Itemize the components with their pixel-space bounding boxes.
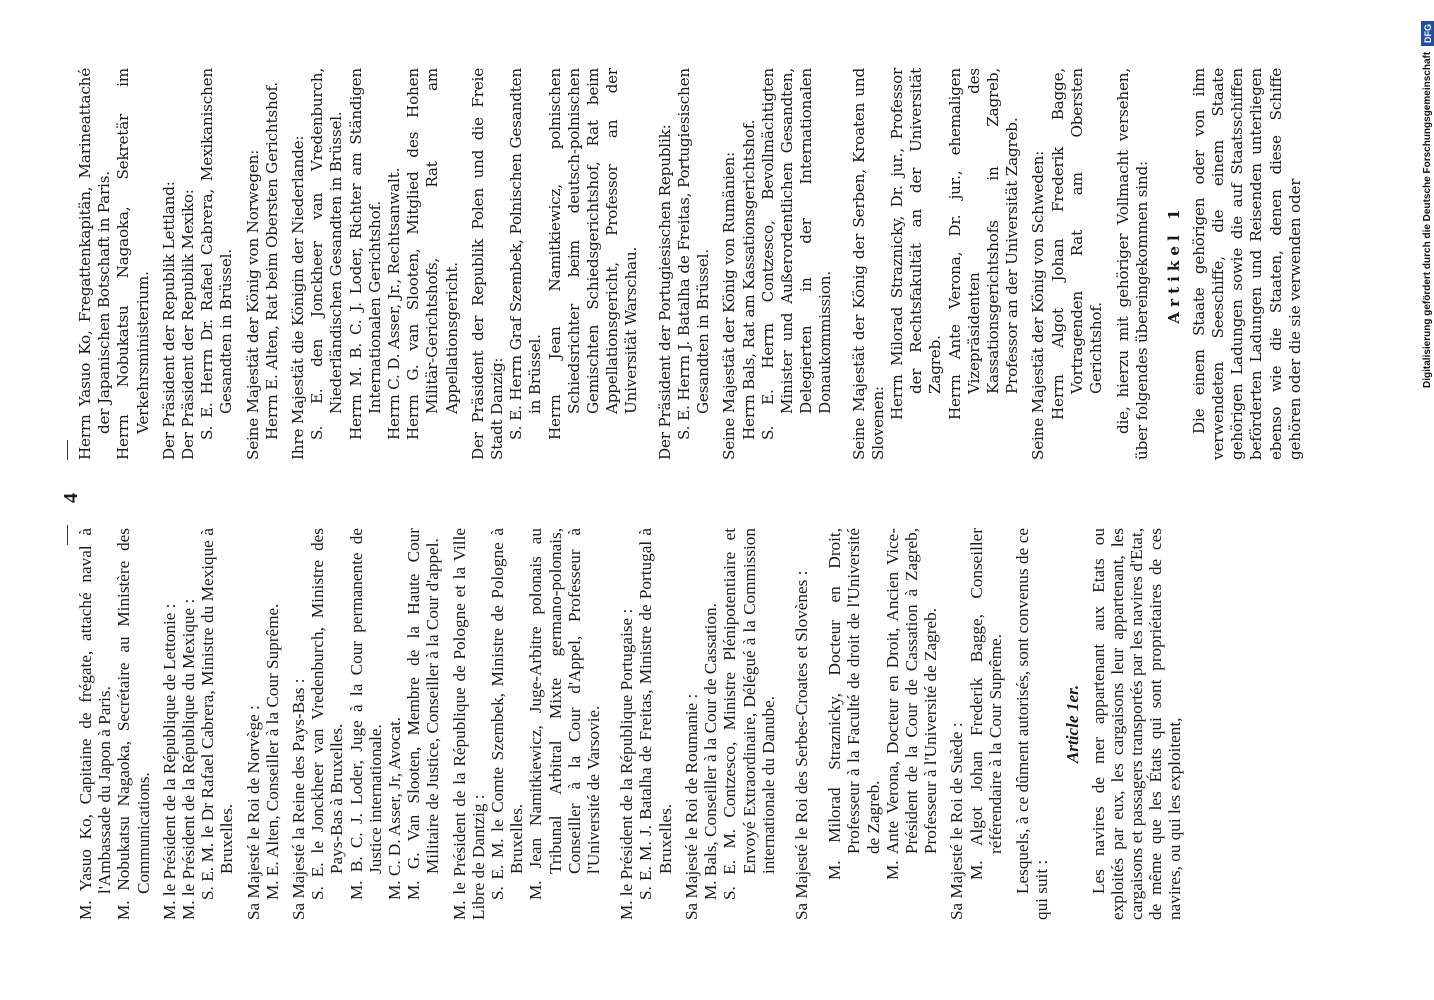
german-entries (76, 68, 1106, 460)
german-closing: die, hierzu mit gehöriger Vollmacht versehen, über folgendes übereingekommen sind: (1114, 68, 1152, 460)
french-entry: M. E. Alten, Conseiller à la Cour Suprême. (262, 603, 282, 900)
french-entry: Sa Majesté la Reine des Pays-Bas : (289, 678, 309, 920)
french-entry: M. C. D. Asser, Jr, Avocat. (385, 716, 405, 900)
french-closing: Lesquels, à ce dûment autorisés, sont convenus de ce qui suit : (1012, 528, 1052, 920)
french-entry: Sa Majesté le Roi des Serbes-Croates et Slovènes : (791, 570, 811, 920)
french-entry: M. le Président de la République de Pologne et la Ville Libre de Dantzig : (449, 528, 488, 920)
german-entry: Seine Majestät der König von Norwegen: (243, 149, 262, 460)
french-entry: M. Bals, Conseiller à la Cour de Cassation. (701, 603, 721, 900)
german-entry: Seine Majestät der König von Schweden: (1029, 150, 1048, 460)
german-entry: Der Präsident der Republik Lettland: (159, 181, 178, 460)
french-entry: M. Algot Johan Frederik Bagge, Conseiller référendaire à la Cour Suprême. (966, 528, 1005, 880)
french-entry: M. Ante Verona, Docteur en Droit, Ancien Vice-Président de la Cour de Cassation à Zagreb, Professeur à l'Université de Zagreb. (882, 528, 941, 880)
german-entry: Der Präsident der Republik Mexiko: (179, 189, 198, 460)
french-entry: Sa Majesté le Roi de Norvège : (243, 705, 263, 920)
french-entries (76, 528, 1005, 920)
french-entry: M. Jean Namitkiewicz, Juge-Arbitre polonais au Tribunal Arbitral Mixte germano-polonais, Conseiller à la Cour d'Appel, Professeur à l'Université de Varsovie. (526, 528, 604, 900)
french-entry: M. le Président de la République Portugaise : (617, 608, 637, 920)
dfg-logo: DFG (1421, 21, 1434, 46)
german-entry: Herrn Bals, Rat am Kassationsgerichtshof. (739, 119, 758, 440)
page-number-dash-left (67, 525, 68, 545)
french-entry: M. G. Van Slooten, Membre de la Haute Cour Militaire de Justice, Conseiller à la Cour d'appel. (404, 528, 443, 900)
page-number: 4 (60, 493, 82, 503)
german-entry: Herrn Nobukatsu Nagaoka, Sekretär im Verkehrsministerium. (114, 68, 152, 460)
german-entry: Herrn Jean Namitkiewicz, polnischen Schiedsrichter beim deutsch-polnischen Gemischten Schiedsgerichtshof, Rat beim Appellationsgericht, Professor an der Universität Warschau. (545, 68, 641, 440)
german-article-text: Die einem Staate gehörigen oder von ihm verwendeten Seeschiffe, die einem Staate gehörigen Ladungen sowie die auf Staatsschiffen beförderten Ladungen und Reisenden unterliegen ebenso wie die Staaten, denen diese Schiffe gehören oder die sie verwenden oder (1189, 68, 1304, 460)
french-entry: S. E. M. le Comte Szembek, Ministre de Pologne à Bruxelles. (488, 528, 527, 900)
french-entry: Sa Majesté le Roi de Roumanie : (681, 693, 701, 920)
german-entry: Der Präsident der Republik Polen und die Freie Stadt Danzig: (468, 68, 507, 460)
french-entry: S. E. M. Contzesco, Ministre Plénipotentiaire et Envoyé Extraordinaire, Délégué à la Commission internationale du Danube. (720, 528, 778, 900)
german-entry: S. E. Herrn Contzesco, Bevollmächtigten Minister und Außerordentlichen Gesandten, Delegierten in der Internationalen Donaukommission. (758, 68, 835, 440)
page-number-dash-right (67, 440, 68, 460)
french-entry: S. E. M. le Dr Rafael Cabrera, Ministre du Mexique à Bruxelles. (198, 528, 237, 900)
digitization-credit: Digitalisierung gefördert durch die Deutsche Forschungsgemeinschaft (1422, 51, 1433, 388)
french-entry: S. E. le Jonckheer van Vredenburch, Ministre des Pays-Bas à Bruxelles. (308, 528, 347, 900)
french-entry: M. le Président de la République du Mexique : (179, 598, 199, 920)
german-entry: Herrn Yasuo Ko, Fregattenkapitän, Marineattaché der Japanischen Botschaft in Paris. (76, 68, 114, 460)
french-entry: M. Nobukatsu Nagaoka, Secrétaire au Ministère des Communications. (114, 528, 153, 920)
french-article-text: Les navires de mer appartenant aux Etats ou exploités par eux, les cargaisons leur appartenant, les cargaisons et passagers transportés par les navires d'Etat, de même que les États qui sont propriétaires de ces navires, ou qui les exploitent, (1088, 528, 1185, 920)
french-entry: M. Yasuo Ko, Capitaine de frégate, attaché naval à l'Ambassade du Japon à Paris. (76, 528, 115, 920)
french-entry: M. B. C. J. Loder, Juge à la Cour permanente de Justice internationale. (346, 528, 385, 900)
french-column (76, 528, 1185, 920)
german-entry: Herrn Milorad Straznicky, Dr. jur., Professor der Rechtsfakultät an der Universität Zagreb. (887, 68, 945, 420)
german-entry: Herrn E. Alten, Rat beim Obersten Gerichtshof. (262, 82, 281, 440)
german-entry: Herrn C. D. Asser, Jr., Rechtsanwalt. (385, 167, 404, 440)
german-entry: S. E. den Jonckheer van Vredenburch, Niederländischen Gesandten in Brüssel. (308, 68, 346, 440)
german-entry: S. E. Herrn Dr. Rafael Cabrera, Mexikanischen Gesandten in Brüssel. (198, 68, 236, 440)
german-entry: Seine Majestät der König von Rumänien: (720, 151, 739, 460)
german-article-heading: Artikel 1 (1164, 204, 1183, 324)
german-column (76, 68, 1305, 460)
digitization-sidebar (1421, 0, 1434, 1000)
german-entry: Herrn Ante Verona, Dr. jur., ehemaligen Vizepräsidenten des Kassationsgerichtshofs in Zagreb, Professor an der Universität Zagreb. (945, 68, 1022, 420)
french-entry: M. Milorad Straznicky, Docteur en Droit, Professeur à la Faculté de droit de l'Université de Zagreb. (825, 528, 883, 880)
french-entry: S. E. M. J. Batalha de Freitas, Ministre de Portugal à Bruxelles. (636, 528, 675, 900)
german-entry: Seine Majestät der König der Serben, Kroaten und Slovenen: (849, 68, 887, 460)
french-article-heading: Article 1er. (1063, 684, 1083, 764)
french-entry: Sa Majesté le Roi de Suède : (947, 722, 967, 920)
german-entry: Herrn G. van Slooten, Mitglied des Hohen Militär-Gerichtshofs, Rat am Appellationsgericht. (404, 68, 461, 440)
german-entry: S. E. Herrn Graf Szembek, Polnischen Gesandten in Brüssel. (507, 68, 545, 440)
german-entry: Herrn Algot Johan Frederik Bagge, Vortragenden Rat am Obersten Gerichtshof. (1048, 68, 1105, 420)
german-entry: S. E. Herrn J. Batalha de Freitas, Portugiesischen Gesandten in Brüssel. (674, 68, 713, 440)
german-entry: Ihre Majestät die Königin der Niederlande: (289, 135, 308, 460)
french-entry: M. le Président de la République de Lettonie : (159, 603, 179, 920)
german-entry: Herrn M. B. C. J. Loder, Richter am Ständigen Internationalen Gerichtshof. (346, 68, 384, 440)
german-entry: Der Präsident der Portugiesischen Republik: (655, 124, 674, 460)
